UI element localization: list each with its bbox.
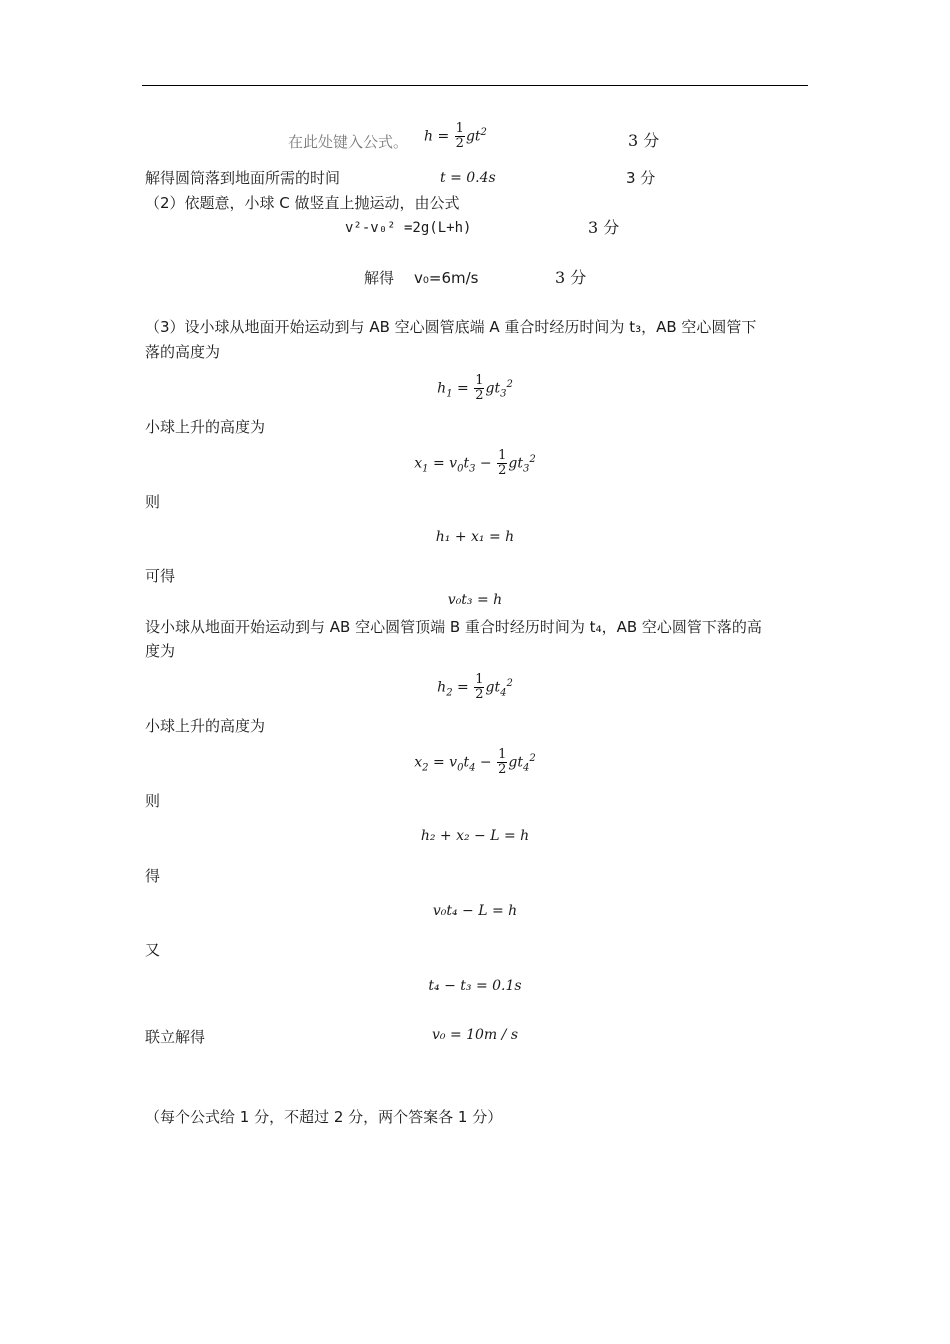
formula-v0t4: v₀t₄ − L = h [432, 903, 518, 919]
text-line: （2）依题意，小球 C 做竖直上抛运动，由公式 [145, 194, 460, 212]
score-label: 3 分 [628, 131, 660, 150]
text-line: 得 [145, 867, 161, 885]
formula-x1: $x_1 = v_0t_3$ − $\frac{1}{2}$ $gt_3^2$ [414, 448, 536, 478]
formula-t: t = 0.4s [440, 170, 496, 186]
formula-v0: v₀=6m/s [414, 269, 479, 287]
text-line: （3）设小球从地面开始运动到与 AB 空心圆管底端 A 重合时经历时间为 t₃，AB 空心圆管下 [145, 318, 757, 336]
formula-h2: $h_2$ = $\frac{1}{2}$ $gt_4^2$ [437, 672, 513, 702]
formula-v0t3: v₀t₃ = h [447, 592, 503, 608]
text-line: 落的高度为 [145, 343, 221, 361]
text-line: 设小球从地面开始运动到与 AB 空心圆管顶端 B 重合时经历时间为 t₄，AB 空心圆管下落的高 [145, 618, 762, 636]
text-line: 则 [145, 792, 161, 810]
text-line: 小球上升的高度为 [145, 717, 266, 735]
text-line: 度为 [145, 642, 176, 660]
formula-x2: $x_2 = v_0t_4$ − $\frac{1}{2}$ $gt_4^2$ [414, 747, 536, 777]
formula-placeholder[interactable]: 在此处键入公式。 [288, 133, 409, 151]
score-label: 3 分 [555, 268, 587, 287]
text-line: 解得 [364, 269, 395, 287]
formula-sum2: h₂ + x₂ − L = h [420, 828, 530, 844]
text-line: 小球上升的高度为 [145, 418, 266, 436]
formula-v0-final: v₀ = 10m / s [431, 1027, 519, 1043]
score-label: 3 分 [588, 218, 620, 237]
formula-h1: $h_1$ = $\frac{1}{2}$ $gt_3^2$ [437, 373, 513, 403]
header-rule [142, 85, 808, 86]
formula-dt: t₄ − t₃ = 0.1s [428, 978, 522, 994]
text-line: 联立解得 [145, 1028, 206, 1046]
text-line: 又 [145, 941, 161, 959]
text-line: 解得圆筒落到地面所需的时间 [145, 169, 341, 187]
formula-h-half-gt2: h = $\frac{1}{2}$ $gt^2$ [424, 121, 487, 151]
formula-kinematics: v²-v₀² =2g(L+h) [345, 220, 472, 236]
text-line: 则 [145, 493, 161, 511]
scoring-note: （每个公式给 1 分，不超过 2 分，两个答案各 1 分） [145, 1108, 503, 1126]
score-label: 3 分 [626, 169, 656, 187]
text-line: 可得 [145, 567, 176, 585]
formula-sum1: h₁ + x₁ = h [435, 529, 515, 545]
